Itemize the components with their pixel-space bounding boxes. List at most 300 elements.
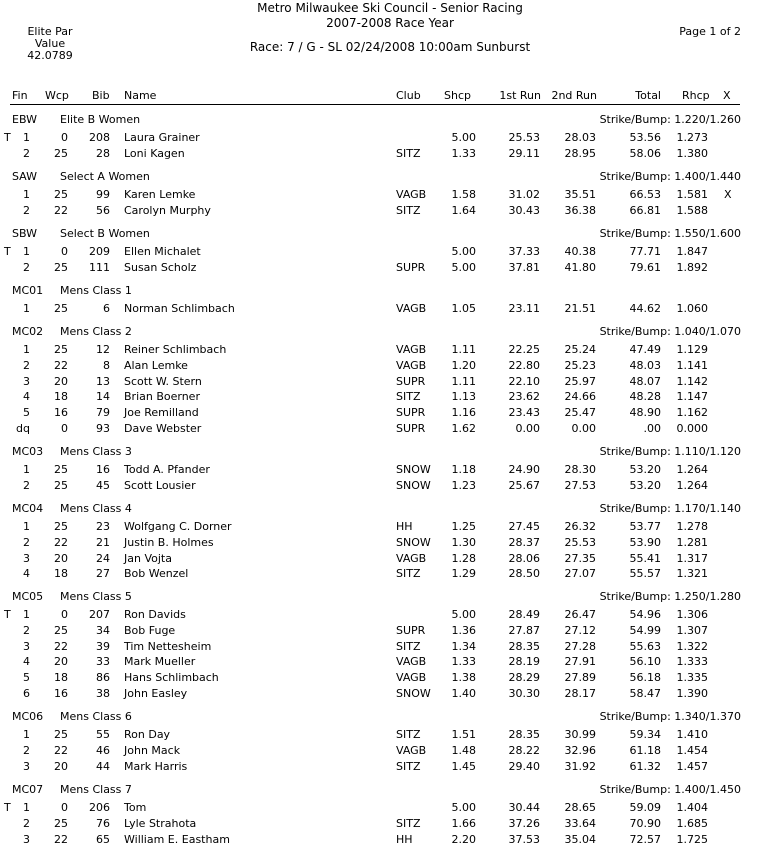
club: SUPR	[396, 623, 426, 637]
club: SITZ	[396, 146, 421, 160]
run1: 29.11	[508, 146, 540, 160]
fin: 2	[23, 816, 30, 830]
group-code: MC07	[12, 783, 44, 796]
group-label: Mens Class 1	[60, 284, 132, 297]
group-label: Mens Class 5	[60, 590, 132, 603]
run1: 28.06	[508, 551, 540, 565]
fin: 1	[23, 801, 30, 814]
wcp: 0	[61, 422, 68, 435]
bib: 14	[96, 390, 110, 404]
total: 79.61	[629, 260, 661, 274]
name: William E. Eastham	[124, 832, 230, 846]
shcp: 1.30	[451, 535, 476, 549]
total: 56.18	[629, 671, 661, 685]
club: SITZ	[396, 203, 421, 217]
bib: 27	[96, 567, 110, 581]
group-code: MC02	[12, 325, 44, 338]
rhcp: 1.892	[676, 260, 708, 274]
run1: 28.29	[508, 671, 540, 685]
shcp: 5.00	[451, 608, 476, 621]
shcp: 1.11	[451, 374, 476, 388]
club: VAGB	[396, 743, 427, 757]
name: Susan Scholz	[124, 260, 197, 274]
shcp: 1.58	[451, 188, 476, 201]
total: 61.32	[629, 759, 661, 773]
race-info: Race: 7 / G - SL 02/24/2008 10:00am Sunburst	[249, 40, 531, 54]
run2: 27.35	[564, 551, 596, 565]
fin: 5	[23, 406, 30, 420]
wcp: 22	[54, 743, 68, 757]
shcp: 1.18	[451, 463, 476, 476]
wcp: 20	[54, 551, 68, 565]
x-mark: X	[724, 188, 732, 201]
rhcp: 1.321	[676, 567, 708, 581]
fin: 2	[23, 260, 30, 274]
run1: 23.62	[508, 390, 540, 404]
name: Norman Schlimbach	[124, 302, 235, 315]
club: SNOW	[396, 687, 431, 700]
page-number: Page 1 of 2	[679, 25, 741, 38]
wcp: 25	[54, 146, 68, 160]
rhcp: 1.847	[676, 245, 708, 258]
report-title: Metro Milwaukee Ski Council - Senior Racing	[257, 1, 523, 15]
bib: 99	[96, 188, 110, 201]
strike-bump: Strike/Bump: 1.220/1.260	[599, 113, 741, 126]
group-code: MC03	[12, 445, 44, 458]
run2: 28.30	[564, 463, 596, 476]
shcp: 5.00	[451, 801, 476, 814]
bib: 24	[96, 551, 110, 565]
club: SITZ	[396, 639, 421, 653]
fin: 2	[23, 358, 30, 372]
rhcp: 1.410	[676, 728, 708, 741]
total: 54.96	[629, 608, 661, 621]
bib: 86	[96, 671, 110, 685]
bib: 44	[96, 759, 110, 773]
bib: 38	[96, 687, 110, 700]
fin: 2	[23, 743, 30, 757]
tie-marker: T	[4, 131, 11, 144]
run1: 30.43	[508, 203, 540, 217]
rhcp: 1.264	[676, 478, 708, 492]
run2: 0.00	[571, 422, 596, 435]
club: HH	[396, 520, 413, 533]
name: John Easley	[124, 687, 188, 700]
shcp: 1.40	[451, 687, 476, 700]
shcp: 1.45	[451, 759, 476, 773]
wcp: 20	[54, 759, 68, 773]
rhcp: 1.725	[676, 832, 708, 846]
wcp: 22	[54, 203, 68, 217]
shcp: 1.66	[451, 816, 476, 830]
name: Scott W. Stern	[124, 374, 202, 388]
shcp: 1.28	[451, 551, 476, 565]
name: Dave Webster	[124, 422, 202, 435]
club: VAGB	[396, 188, 427, 201]
club: SNOW	[396, 463, 431, 476]
wcp: 0	[61, 131, 68, 144]
rhcp: 1.335	[676, 671, 708, 685]
bib: 33	[96, 655, 110, 669]
total: 55.63	[629, 639, 661, 653]
total: 53.56	[629, 131, 661, 144]
name: Ron Davids	[124, 608, 186, 621]
run2: 40.38	[564, 245, 596, 258]
total: 61.18	[629, 743, 661, 757]
total: 44.62	[629, 302, 661, 315]
total: 59.34	[629, 728, 661, 741]
name: Reiner Schlimbach	[124, 343, 227, 356]
shcp: 5.00	[451, 260, 476, 274]
group-code: MC04	[12, 502, 44, 515]
name: Karen Lemke	[124, 188, 196, 201]
name: Carolyn Murphy	[124, 203, 211, 217]
name: Wolfgang C. Dorner	[124, 520, 232, 533]
club: VAGB	[396, 302, 427, 315]
col-total: Total	[635, 89, 661, 102]
fin: 2	[23, 623, 30, 637]
wcp: 25	[54, 520, 68, 533]
shcp: 1.51	[451, 728, 476, 741]
run2: 30.99	[564, 728, 596, 741]
rhcp: 1.141	[676, 358, 708, 372]
race-year: 2007-2008 Race Year	[326, 16, 454, 30]
tie-marker: T	[4, 801, 11, 814]
rhcp: 1.588	[676, 203, 708, 217]
shcp: 1.13	[451, 390, 476, 404]
fin: 1	[23, 245, 30, 258]
bib: 65	[96, 832, 110, 846]
group-code: SAW	[12, 170, 37, 183]
rhcp: 1.317	[676, 551, 708, 565]
shcp: 1.25	[451, 520, 476, 533]
run1: 37.53	[508, 832, 540, 846]
shcp: 1.34	[451, 639, 476, 653]
elite-par-label: Elite Par	[27, 25, 73, 38]
shcp: 1.11	[451, 343, 476, 356]
name: Jan Vojta	[124, 551, 172, 565]
rhcp: 1.322	[676, 639, 708, 653]
bib: 206	[89, 801, 110, 814]
bib: 56	[96, 203, 110, 217]
rhcp: 1.457	[676, 759, 708, 773]
total: 54.99	[629, 623, 661, 637]
wcp: 18	[54, 671, 68, 685]
fin: 3	[23, 374, 30, 388]
group-code: MC01	[12, 284, 44, 297]
run2: 32.96	[564, 743, 596, 757]
fin: 6	[23, 687, 30, 700]
col-wcp: Wcp	[45, 89, 69, 102]
wcp: 16	[54, 687, 68, 700]
total: 53.20	[629, 478, 661, 492]
shcp: 1.64	[451, 203, 476, 217]
run1: 23.11	[508, 302, 540, 315]
name: Joe Remilland	[124, 406, 199, 420]
shcp: 1.29	[451, 567, 476, 581]
run2: 25.47	[564, 406, 596, 420]
fin: 3	[23, 759, 30, 773]
fin: 4	[23, 390, 30, 404]
wcp: 25	[54, 302, 68, 315]
fin: 1	[23, 728, 30, 741]
run1: 25.67	[508, 478, 540, 492]
total: 55.41	[629, 551, 661, 565]
club: SNOW	[396, 535, 431, 549]
fin: 3	[23, 639, 30, 653]
run1: 27.87	[508, 623, 540, 637]
bib: 76	[96, 816, 110, 830]
shcp: 5.00	[451, 131, 476, 144]
shcp: 1.05	[451, 302, 476, 315]
wcp: 0	[61, 608, 68, 621]
strike-bump: Strike/Bump: 1.040/1.070	[599, 325, 741, 338]
wcp: 22	[54, 832, 68, 846]
wcp: 16	[54, 406, 68, 420]
wcp: 25	[54, 623, 68, 637]
run2: 26.47	[564, 608, 596, 621]
col-x: X	[723, 89, 731, 102]
wcp: 22	[54, 535, 68, 549]
wcp: 22	[54, 358, 68, 372]
bib: 111	[89, 260, 110, 274]
fin: 2	[23, 203, 30, 217]
bib: 34	[96, 623, 110, 637]
run1: 22.10	[508, 374, 540, 388]
club: SUPR	[396, 422, 426, 435]
run1: 25.53	[508, 131, 540, 144]
run2: 27.53	[564, 478, 596, 492]
shcp: 1.62	[451, 422, 476, 435]
bib: 39	[96, 639, 110, 653]
total: 59.09	[629, 801, 661, 814]
name: Ron Day	[124, 728, 171, 741]
group-label: Mens Class 4	[60, 502, 132, 515]
name: Bob Wenzel	[124, 567, 189, 581]
total: 58.47	[629, 687, 661, 700]
bib: 93	[96, 422, 110, 435]
rhcp: 1.581	[676, 188, 708, 201]
run2: 26.32	[564, 520, 596, 533]
rhcp: 1.404	[676, 801, 708, 814]
name: John Mack	[124, 743, 181, 757]
group-label: Select B Women	[60, 227, 150, 240]
fin: 3	[23, 832, 30, 846]
run1: 28.50	[508, 567, 540, 581]
group-code: EBW	[12, 113, 37, 126]
total: 53.77	[629, 520, 661, 533]
run2: 41.80	[564, 260, 596, 274]
run1: 30.44	[508, 801, 540, 814]
run2: 24.66	[564, 390, 596, 404]
group-label: Select A Women	[60, 170, 150, 183]
total: 53.20	[629, 463, 661, 476]
total: 48.28	[629, 390, 661, 404]
run2: 35.51	[564, 188, 596, 201]
total: 58.06	[629, 146, 661, 160]
club: VAGB	[396, 343, 427, 356]
rhcp: 1.281	[676, 535, 708, 549]
bib: 8	[103, 358, 110, 372]
shcp: 5.00	[451, 245, 476, 258]
run2: 28.65	[564, 801, 596, 814]
run1: 28.49	[508, 608, 540, 621]
total: 70.90	[629, 816, 661, 830]
group-label: Mens Class 6	[60, 710, 132, 723]
shcp: 1.20	[451, 358, 476, 372]
fin: 2	[23, 535, 30, 549]
rhcp: 0.000	[676, 422, 708, 435]
rhcp: 1.264	[676, 463, 708, 476]
total: .00	[643, 422, 661, 435]
fin: 1	[23, 131, 30, 144]
run1: 28.35	[508, 639, 540, 653]
wcp: 20	[54, 374, 68, 388]
rhcp: 1.060	[676, 302, 708, 315]
name: Tim Nettesheim	[124, 639, 212, 653]
fin: dq	[16, 422, 30, 435]
bib: 23	[96, 520, 110, 533]
run2: 25.24	[564, 343, 596, 356]
name: Scott Lousier	[124, 478, 196, 492]
run2: 33.64	[564, 816, 596, 830]
total: 72.57	[629, 832, 661, 846]
bib: 79	[96, 406, 110, 420]
wcp: 0	[61, 801, 68, 814]
fin: 5	[23, 671, 30, 685]
bib: 13	[96, 374, 110, 388]
bib: 6	[103, 302, 110, 315]
wcp: 25	[54, 260, 68, 274]
bib: 16	[96, 463, 110, 476]
run1: 22.80	[508, 358, 540, 372]
elite-par-value: 42.0789	[27, 49, 73, 62]
rhcp: 1.307	[676, 623, 708, 637]
col-shcp: Shcp	[444, 89, 471, 102]
col-name: Name	[124, 89, 157, 102]
wcp: 18	[54, 567, 68, 581]
rhcp: 1.147	[676, 390, 708, 404]
run2: 28.03	[564, 131, 596, 144]
fin: 2	[23, 146, 30, 160]
run2: 27.89	[564, 671, 596, 685]
club: SUPR	[396, 406, 426, 420]
group-label: Mens Class 2	[60, 325, 132, 338]
name: Mark Mueller	[124, 655, 196, 669]
club: VAGB	[396, 551, 427, 565]
total: 66.81	[629, 203, 661, 217]
total: 48.03	[629, 358, 661, 372]
rhcp: 1.273	[676, 131, 708, 144]
wcp: 0	[61, 245, 68, 258]
bib: 209	[89, 245, 110, 258]
value-label: Value	[34, 37, 66, 50]
run2: 28.17	[564, 687, 596, 700]
strike-bump: Strike/Bump: 1.110/1.120	[599, 445, 741, 458]
shcp: 1.48	[451, 743, 476, 757]
fin: 1	[23, 463, 30, 476]
shcp: 1.36	[451, 623, 476, 637]
run2: 36.38	[564, 203, 596, 217]
col-run1: 1st Run	[499, 89, 541, 102]
run1: 23.43	[508, 406, 540, 420]
strike-bump: Strike/Bump: 1.400/1.450	[599, 783, 741, 796]
col-fin: Fin	[12, 89, 28, 102]
club: VAGB	[396, 358, 427, 372]
group-label: Elite B Women	[60, 113, 141, 126]
name: Lyle Strahota	[124, 816, 197, 830]
run1: 28.37	[508, 535, 540, 549]
group-label: Mens Class 7	[60, 783, 132, 796]
bib: 12	[96, 343, 110, 356]
rhcp: 1.306	[676, 608, 708, 621]
wcp: 25	[54, 816, 68, 830]
group-code: MC05	[12, 590, 44, 603]
run2: 35.04	[564, 832, 596, 846]
run1: 30.30	[508, 687, 540, 700]
wcp: 25	[54, 188, 68, 201]
name: Tom	[124, 801, 147, 814]
run1: 37.81	[508, 260, 540, 274]
col-rhcp: Rhcp	[682, 89, 710, 102]
club: VAGB	[396, 671, 427, 685]
fin: 4	[23, 655, 30, 669]
rhcp: 1.162	[676, 406, 708, 420]
club: SITZ	[396, 390, 421, 404]
wcp: 22	[54, 639, 68, 653]
club: SITZ	[396, 759, 421, 773]
bib: 207	[89, 608, 110, 621]
total: 77.71	[629, 245, 661, 258]
bib: 28	[96, 146, 110, 160]
club: SITZ	[396, 728, 421, 741]
run1: 37.26	[508, 816, 540, 830]
name: Mark Harris	[124, 759, 188, 773]
run2: 27.12	[564, 623, 596, 637]
strike-bump: Strike/Bump: 1.400/1.440	[599, 170, 741, 183]
club: SUPR	[396, 374, 426, 388]
fin: 2	[23, 478, 30, 492]
bib: 46	[96, 743, 110, 757]
wcp: 18	[54, 390, 68, 404]
name: Brian Boerner	[124, 390, 200, 404]
run1: 37.33	[508, 245, 540, 258]
club: SNOW	[396, 478, 431, 492]
club: SITZ	[396, 567, 421, 581]
group-code: SBW	[12, 227, 38, 240]
total: 48.90	[629, 406, 661, 420]
shcp: 2.20	[451, 832, 476, 846]
run1: 28.19	[508, 655, 540, 669]
strike-bump: Strike/Bump: 1.340/1.370	[599, 710, 741, 723]
total: 53.90	[629, 535, 661, 549]
wcp: 25	[54, 463, 68, 476]
name: Justin B. Holmes	[124, 535, 214, 549]
shcp: 1.23	[451, 478, 476, 492]
run2: 25.53	[564, 535, 596, 549]
strike-bump: Strike/Bump: 1.250/1.280	[599, 590, 741, 603]
club: SITZ	[396, 816, 421, 830]
wcp: 25	[54, 343, 68, 356]
strike-bump: Strike/Bump: 1.550/1.600	[599, 227, 741, 240]
shcp: 1.33	[451, 655, 476, 669]
group-code: MC06	[12, 710, 44, 723]
total: 66.53	[629, 188, 661, 201]
col-run2: 2nd Run	[551, 89, 597, 102]
col-club: Club	[396, 89, 421, 102]
run1: 31.02	[508, 188, 540, 201]
run2: 27.91	[564, 655, 596, 669]
